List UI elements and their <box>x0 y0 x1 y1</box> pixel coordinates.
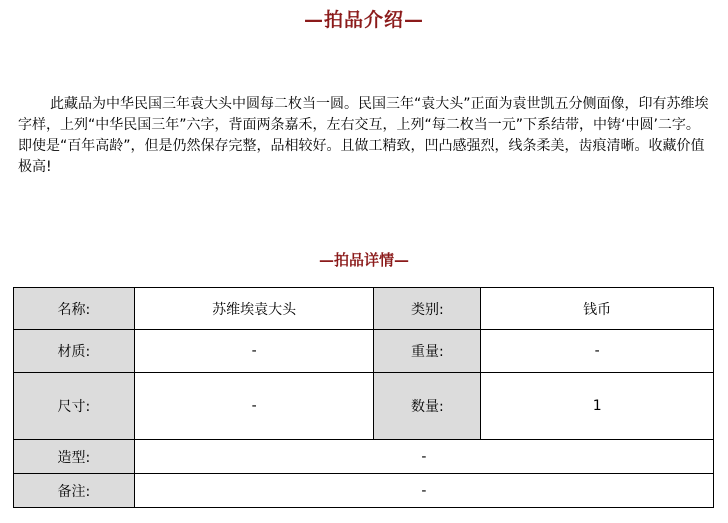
remark-value: - <box>134 474 713 508</box>
remark-label: 备注: <box>14 474 135 508</box>
name-value: 苏维埃袁大头 <box>134 288 374 330</box>
table-row <box>14 474 714 508</box>
material-label: 材质: <box>14 330 135 373</box>
size-label: 尺寸: <box>14 373 135 440</box>
weight-label: 重量: <box>374 330 481 373</box>
category-label: 类别: <box>374 288 481 330</box>
detail-title: —拍品详情— <box>318 251 409 269</box>
table-row <box>14 330 714 373</box>
category-value: 钱币 <box>481 288 714 330</box>
shape-label: 造型: <box>14 440 135 474</box>
table-row <box>14 440 714 474</box>
detail-table <box>13 287 714 508</box>
table-row <box>14 288 714 330</box>
intro-paragraph: 此藏品为中华民国三年袁大头中圆每二枚当一圆。民国三年“袁大头”正面为袁世凯五分侧面像，印有苏维埃字样，上列“中华民国三年”六字，背面两条嘉禾，左右交互，上列“每二枚当一元”下系结带，中铸‘中圆’二字。即使是“百年高龄”，但是仍然保存完整，品相较好。且做工精致，凹凸感强烈，线条柔美，齿痕清晰。收藏价值极高! <box>18 96 709 175</box>
weight-value: - <box>481 330 714 373</box>
quantity-label: 数量: <box>374 373 481 440</box>
material-value: - <box>134 330 374 373</box>
intro-title: —拍品介绍— <box>303 9 424 31</box>
size-value: - <box>134 373 374 440</box>
table-row <box>14 373 714 440</box>
shape-value: - <box>134 440 713 474</box>
name-label: 名称: <box>14 288 135 330</box>
quantity-value: 1 <box>481 373 714 440</box>
